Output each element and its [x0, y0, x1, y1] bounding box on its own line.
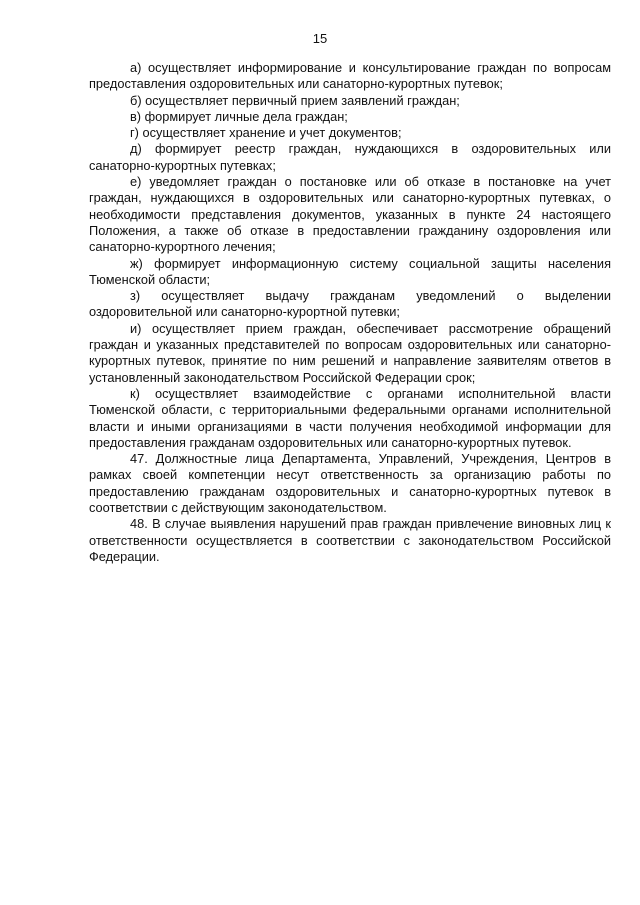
paragraph-item-e: е) уведомляет граждан о постановке или об отказе в постановке на учет граждан, нуждающихся в оздоровительных или санаторно-курортных путевках, о необходимости представления документов, указанных в пункте 24 настоящего Положения, а также об отказе в предоставлении гражданину оздоровления или санаторно-курортного лечения; — [89, 174, 611, 255]
paragraph-item-zh: ж) формирует информационную систему социальной защиты населения Тюменской области; — [89, 255, 611, 287]
paragraph-48: 48. В случае выявления нарушений прав граждан привлечение виновных лиц к ответственности осуществляется в соответствии с законодательством Российской Федерации. — [89, 516, 611, 564]
paragraph-item-k: к) осуществляет взаимодействие с органами исполнительной власти Тюменской области, с территориальными федеральными органами исполнительной власти и иными организациями в части получения необходимой информации для предоставления гражданам оздоровительных или санаторно-курортных путевок. — [89, 385, 611, 450]
paragraph-item-i: и) осуществляет прием граждан, обеспечивает рассмотрение обращений граждан и указанных представителей по вопросам оздоровительных или санаторно-курортных путевок, принятие по ним решений и направление заявителям ответов в установленный законодательством Российской Федерации срок; — [89, 320, 611, 385]
paragraph-item-d: д) формирует реестр граждан, нуждающихся в оздоровительных или санаторно-курортных путевках; — [89, 141, 611, 173]
paragraph-item-g: г) осуществляет хранение и учет документов; — [130, 125, 402, 141]
document-body — [89, 60, 611, 565]
paragraph-item-z: з) осуществляет выдачу гражданам уведомлений о выделении оздоровительной или санаторно-курортной путевки; — [89, 288, 611, 320]
paragraph-item-v: в) формирует личные дела граждан; — [130, 108, 348, 124]
page-number: 15 — [312, 31, 328, 46]
paragraph-item-b: б) осуществляет первичный прием заявлений граждан; — [130, 92, 460, 108]
paragraph-item-a: а) осуществляет информирование и консультирование граждан по вопросам предоставления оздоровительных или санаторно-курортных путевок; — [89, 60, 611, 92]
paragraph-47: 47. Должностные лица Департамента, Управлений, Учреждения, Центров в рамках своей компетенции несут ответственность за организацию работы по предоставлению гражданам оздоровительных и санаторно-курортных путевок в соответствии с действующим законодательством. — [89, 451, 611, 516]
